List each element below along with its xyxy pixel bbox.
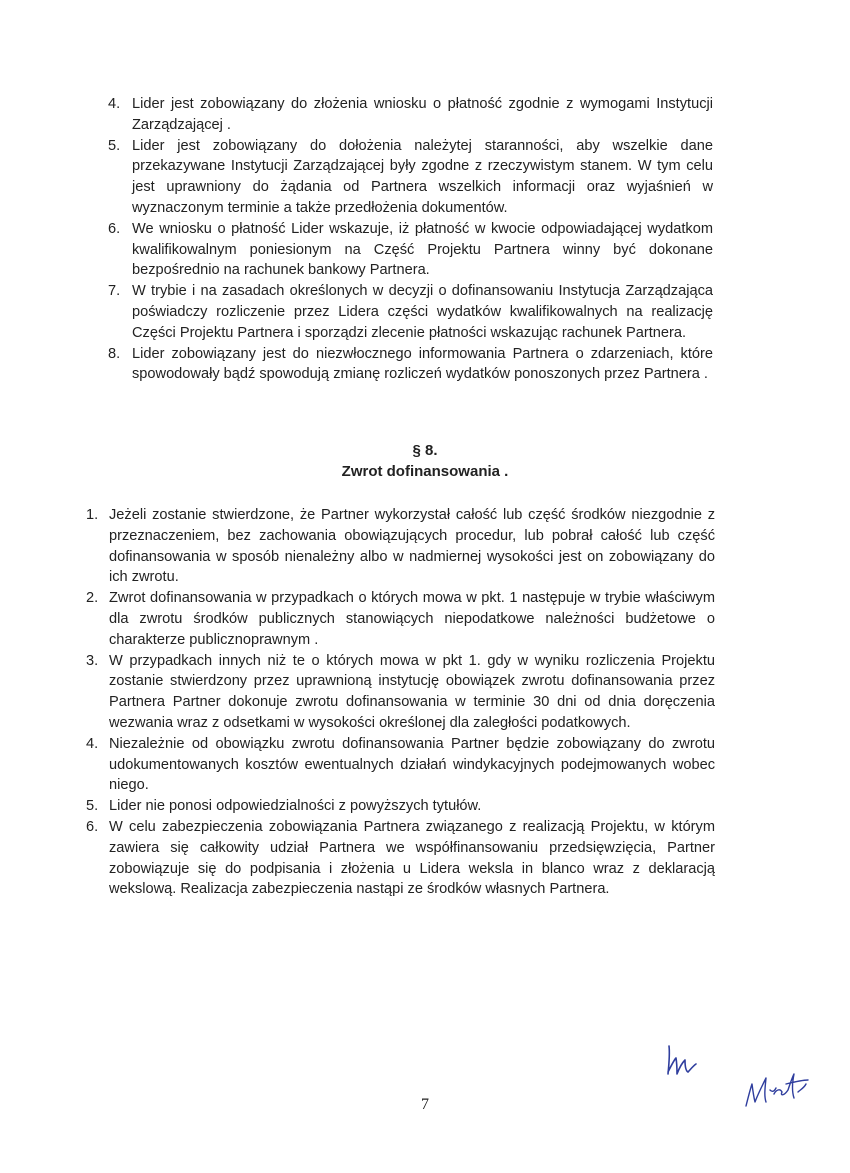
item-text: Lider zobowiązany jest do niezwłocznego informowania Partnera o zdarzeniach, które spowodowały bądź spowodują zmianę rozliczeń wydatków ponoszonych przez Partnera . — [132, 345, 713, 383]
section-heading — [0, 440, 850, 482]
item-text: Lider jest zobowiązany do dołożenia należytej staranności, aby wszelkie dane przekazywane Instytucji Zarządzającej były zgodne z rzeczywistym stanem. W tym celu jest uprawniony do żądania od Partnera wszelkich informacji oraz wyjaśnień w wyznaczonym terminie a także przedłożenia dokumentów. — [132, 137, 713, 216]
section-title: Zwrot dofinansowania . — [341, 463, 509, 480]
list-item — [0, 588, 850, 650]
item-text: W celu zabezpieczenia zobowiązania Partnera związanego z realizacją Projektu, w którym zawiera się całkowity udział Partnera we współfinansowaniu przedsięwzięcia, Partner zobowiązuje się do podpisania i złożenia u Lidera weksla in blanco wraz z deklaracją wekslową. Realizacja zabezpieczenia nastąpi ze środków własnych Partnera. — [109, 818, 715, 898]
list-item — [0, 734, 850, 796]
item-number: 1. — [86, 507, 99, 523]
item-text: W trybie i na zasadach określonych w decyzji o dofinansowaniu Instytucja Zarządzająca poświadczy rozliczenie przez Lidera części wydatków kwalifikowalnych na realizację Części Projektu Partnera i sporządzi zlecenie płatności wskazując rachunek Partnera. — [132, 283, 713, 341]
item-number: 5. — [86, 798, 99, 815]
handwritten-initials — [665, 1040, 705, 1078]
item-number: 6. — [108, 220, 121, 237]
list-item — [0, 817, 850, 900]
list-item — [0, 505, 850, 588]
item-text: Niezależnie od obowiązku zwrotu dofinansowania Partner będzie zobowiązany do zwrotu udokumentowanych kosztów ewentualnych działań windykacyjnych podejmowanych wobec niego. — [109, 735, 715, 794]
item-text: We wniosku o płatność Lider wskazuje, iż płatność w kwocie odpowiadającej wydatkom kwalifikowalnym poniesionym na Część Projektu Partnera winny być dokonane bezpośrednio na rachunek bankowy Partnera. — [132, 220, 713, 279]
obligations-list — [0, 94, 850, 385]
list-item — [0, 281, 850, 343]
item-number: 3. — [86, 652, 99, 669]
item-number: 4. — [86, 735, 99, 752]
section-number: § 8. — [412, 442, 438, 459]
item-text: Zwrot dofinansowania w przypadkach o których mowa w pkt. 1 następuje w trybie właściwym dla zwrotu środków publicznych stanowiących niepodatkowe należności budżetowe o charakterze publicznoprawnym . — [109, 590, 715, 648]
list-item — [0, 136, 850, 219]
item-number: 7. — [108, 283, 121, 300]
item-text: Lider jest zobowiązany do złożenia wniosku o płatność zgodnie z wymogami Instytucji Zarządzającej . — [132, 96, 713, 133]
list-item — [0, 344, 850, 386]
item-number: 5. — [108, 137, 121, 154]
item-number: 8. — [108, 345, 121, 362]
list-item — [0, 94, 850, 136]
list-item — [0, 651, 850, 734]
item-number: 2. — [86, 590, 99, 607]
item-text: Lider nie ponosi odpowiedzialności z powyższych tytułów. — [109, 798, 482, 815]
refund-list — [0, 505, 850, 900]
item-text: W przypadkach innych niż te o których mowa w pkt 1. gdy w wyniku rozliczenia Projektu zostanie stwierdzony przez uprawnioną instytucję obowiązek zwrotu dofinansowania przez Partnera Partner dokonuje zwrotu dofinansowania w terminie 30 dni od dnia doręczenia wezwania wraz z odsetkami w wysokości określonej dla zaległości podatkowych. — [109, 652, 715, 731]
item-text: Jeżeli zostanie stwierdzone, że Partner wykorzystał całość lub część środków niezgodnie z przeznaczeniem, bez zachowania obowiązujących procedur, lub pobrał całość lub część dofinansowania w sposób nienależny albo w nadmiernej wysokości jest on zobowiązany do ich zwrotu. — [109, 507, 715, 586]
list-item — [0, 796, 850, 817]
item-number: 6. — [86, 818, 99, 835]
item-number: 4. — [108, 96, 121, 112]
page-number: 7 — [421, 1096, 429, 1113]
list-item — [0, 219, 850, 281]
